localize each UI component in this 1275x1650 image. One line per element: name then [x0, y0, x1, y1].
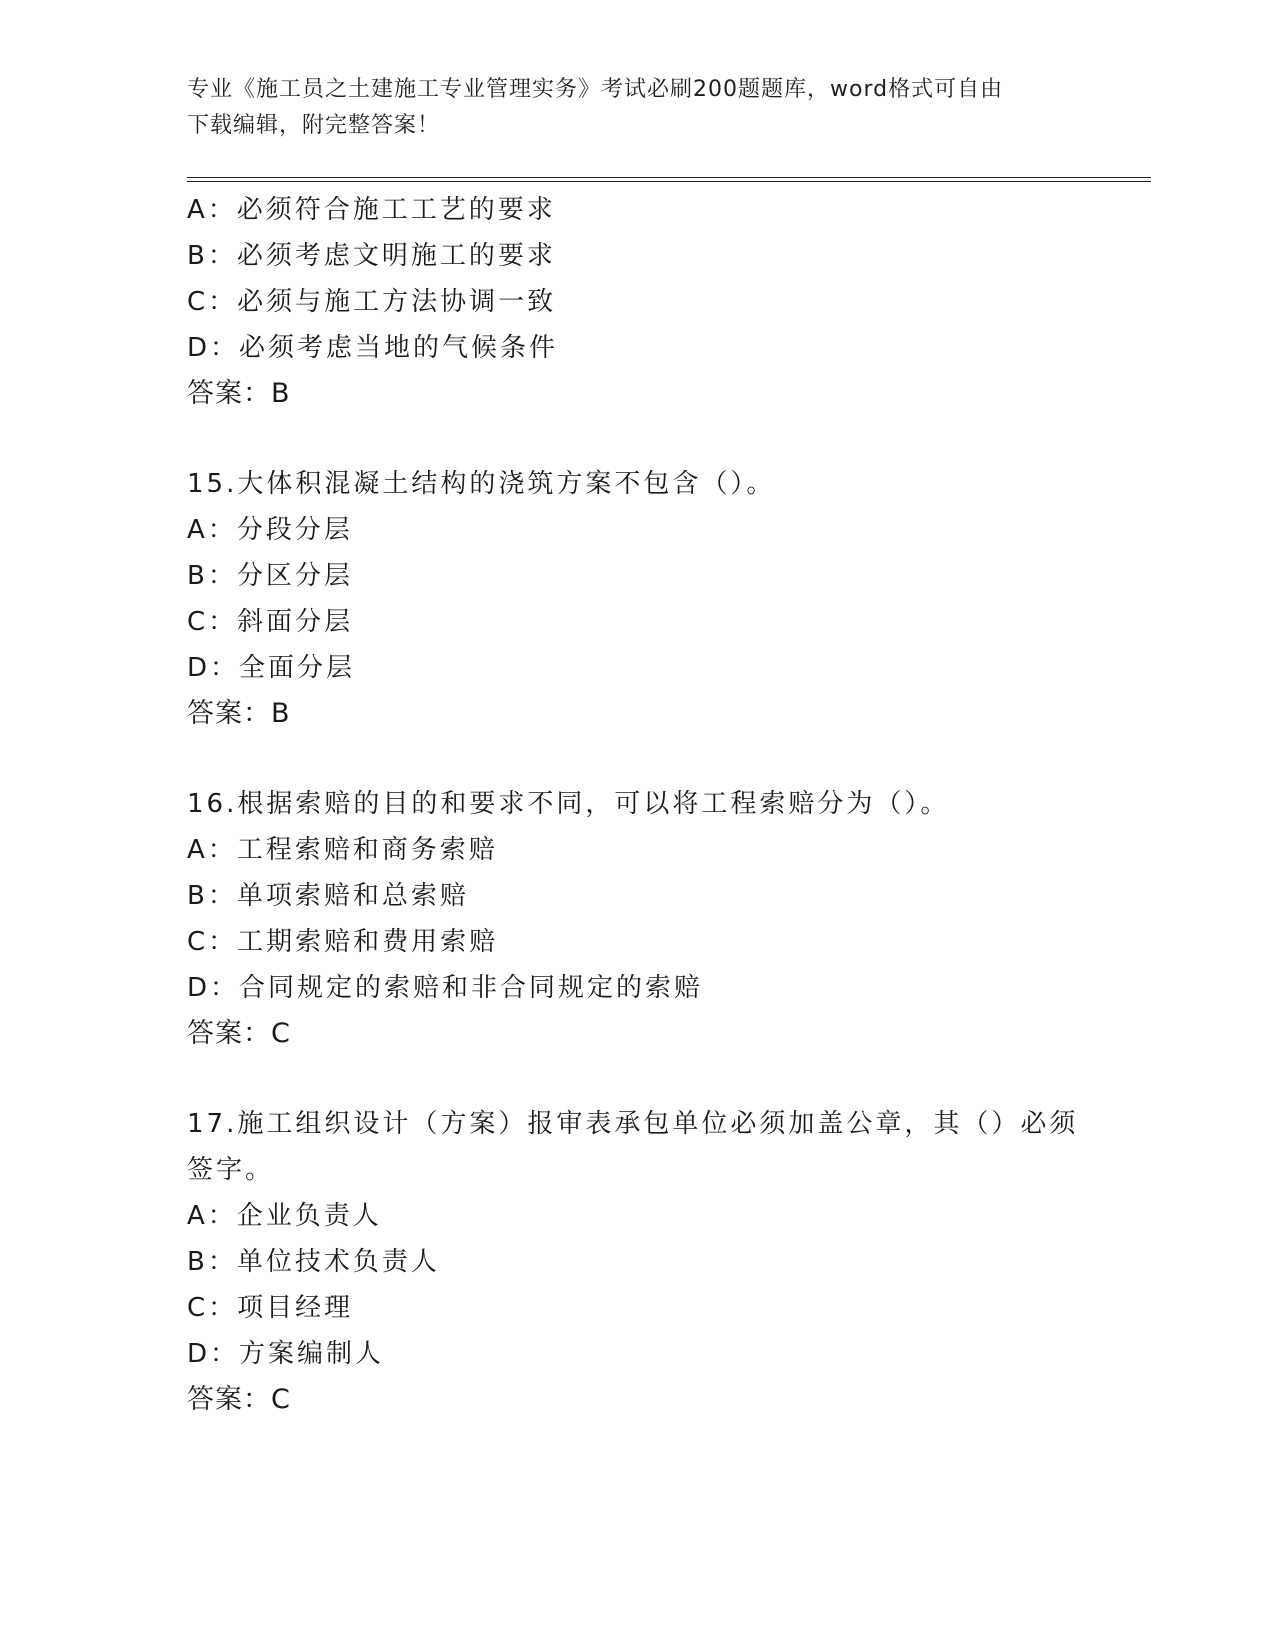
question-17-block [187, 1101, 1087, 1423]
option-d: D：全面分层 [187, 653, 356, 683]
question-14-block [187, 187, 1087, 417]
document-header [187, 72, 1067, 144]
spacer [187, 1057, 1087, 1101]
option-b: B：单位技术负责人 [187, 1247, 440, 1277]
answer-line: 答案：B [187, 698, 291, 729]
option-c: C：斜面分层 [187, 607, 354, 637]
spacer [187, 417, 1087, 461]
option-b: B：必须考虑文明施工的要求 [187, 241, 556, 271]
question-title-line-1: 17.施工组织设计（方案）报审表承包单位必须加盖公章，其（）必须 [187, 1109, 1079, 1139]
option-a: A：分段分层 [187, 515, 353, 545]
option-c: C：必须与施工方法协调一致 [187, 287, 557, 317]
option-a: A：企业负责人 [187, 1201, 382, 1231]
option-d: D：合同规定的索赔和非合同规定的索赔 [187, 973, 704, 1003]
answer-line: 答案：C [187, 1018, 291, 1049]
header-divider [187, 177, 1151, 182]
question-list [187, 187, 1087, 1423]
option-c: C：项目经理 [187, 1293, 354, 1323]
option-c: C：工期索赔和费用索赔 [187, 927, 499, 957]
answer-line: 答案：B [187, 378, 291, 409]
option-a: A：必须符合施工工艺的要求 [187, 195, 556, 225]
option-b: B：分区分层 [187, 561, 353, 591]
option-a: A：工程索赔和商务索赔 [187, 835, 498, 865]
question-title: 15.大体积混凝土结构的浇筑方案不包含（）。 [187, 469, 776, 499]
answer-line: 答案：C [187, 1384, 291, 1415]
question-15-block [187, 461, 1087, 737]
header-line-2: 下载编辑，附完整答案！ [187, 113, 441, 138]
question-title: 16.根据索赔的目的和要求不同，可以将工程索赔分为（）。 [187, 789, 950, 819]
spacer [187, 737, 1087, 781]
question-16-block [187, 781, 1087, 1057]
option-b: B：单项索赔和总索赔 [187, 881, 469, 911]
option-d: D：方案编制人 [187, 1339, 385, 1369]
header-line-1: 专业《施工员之土建施工专业管理实务》考试必刷200题题库，word格式可自由 [187, 77, 1004, 102]
question-title-line-2: 签字。 [187, 1155, 275, 1185]
option-d: D：必须考虑当地的气候条件 [187, 333, 559, 363]
